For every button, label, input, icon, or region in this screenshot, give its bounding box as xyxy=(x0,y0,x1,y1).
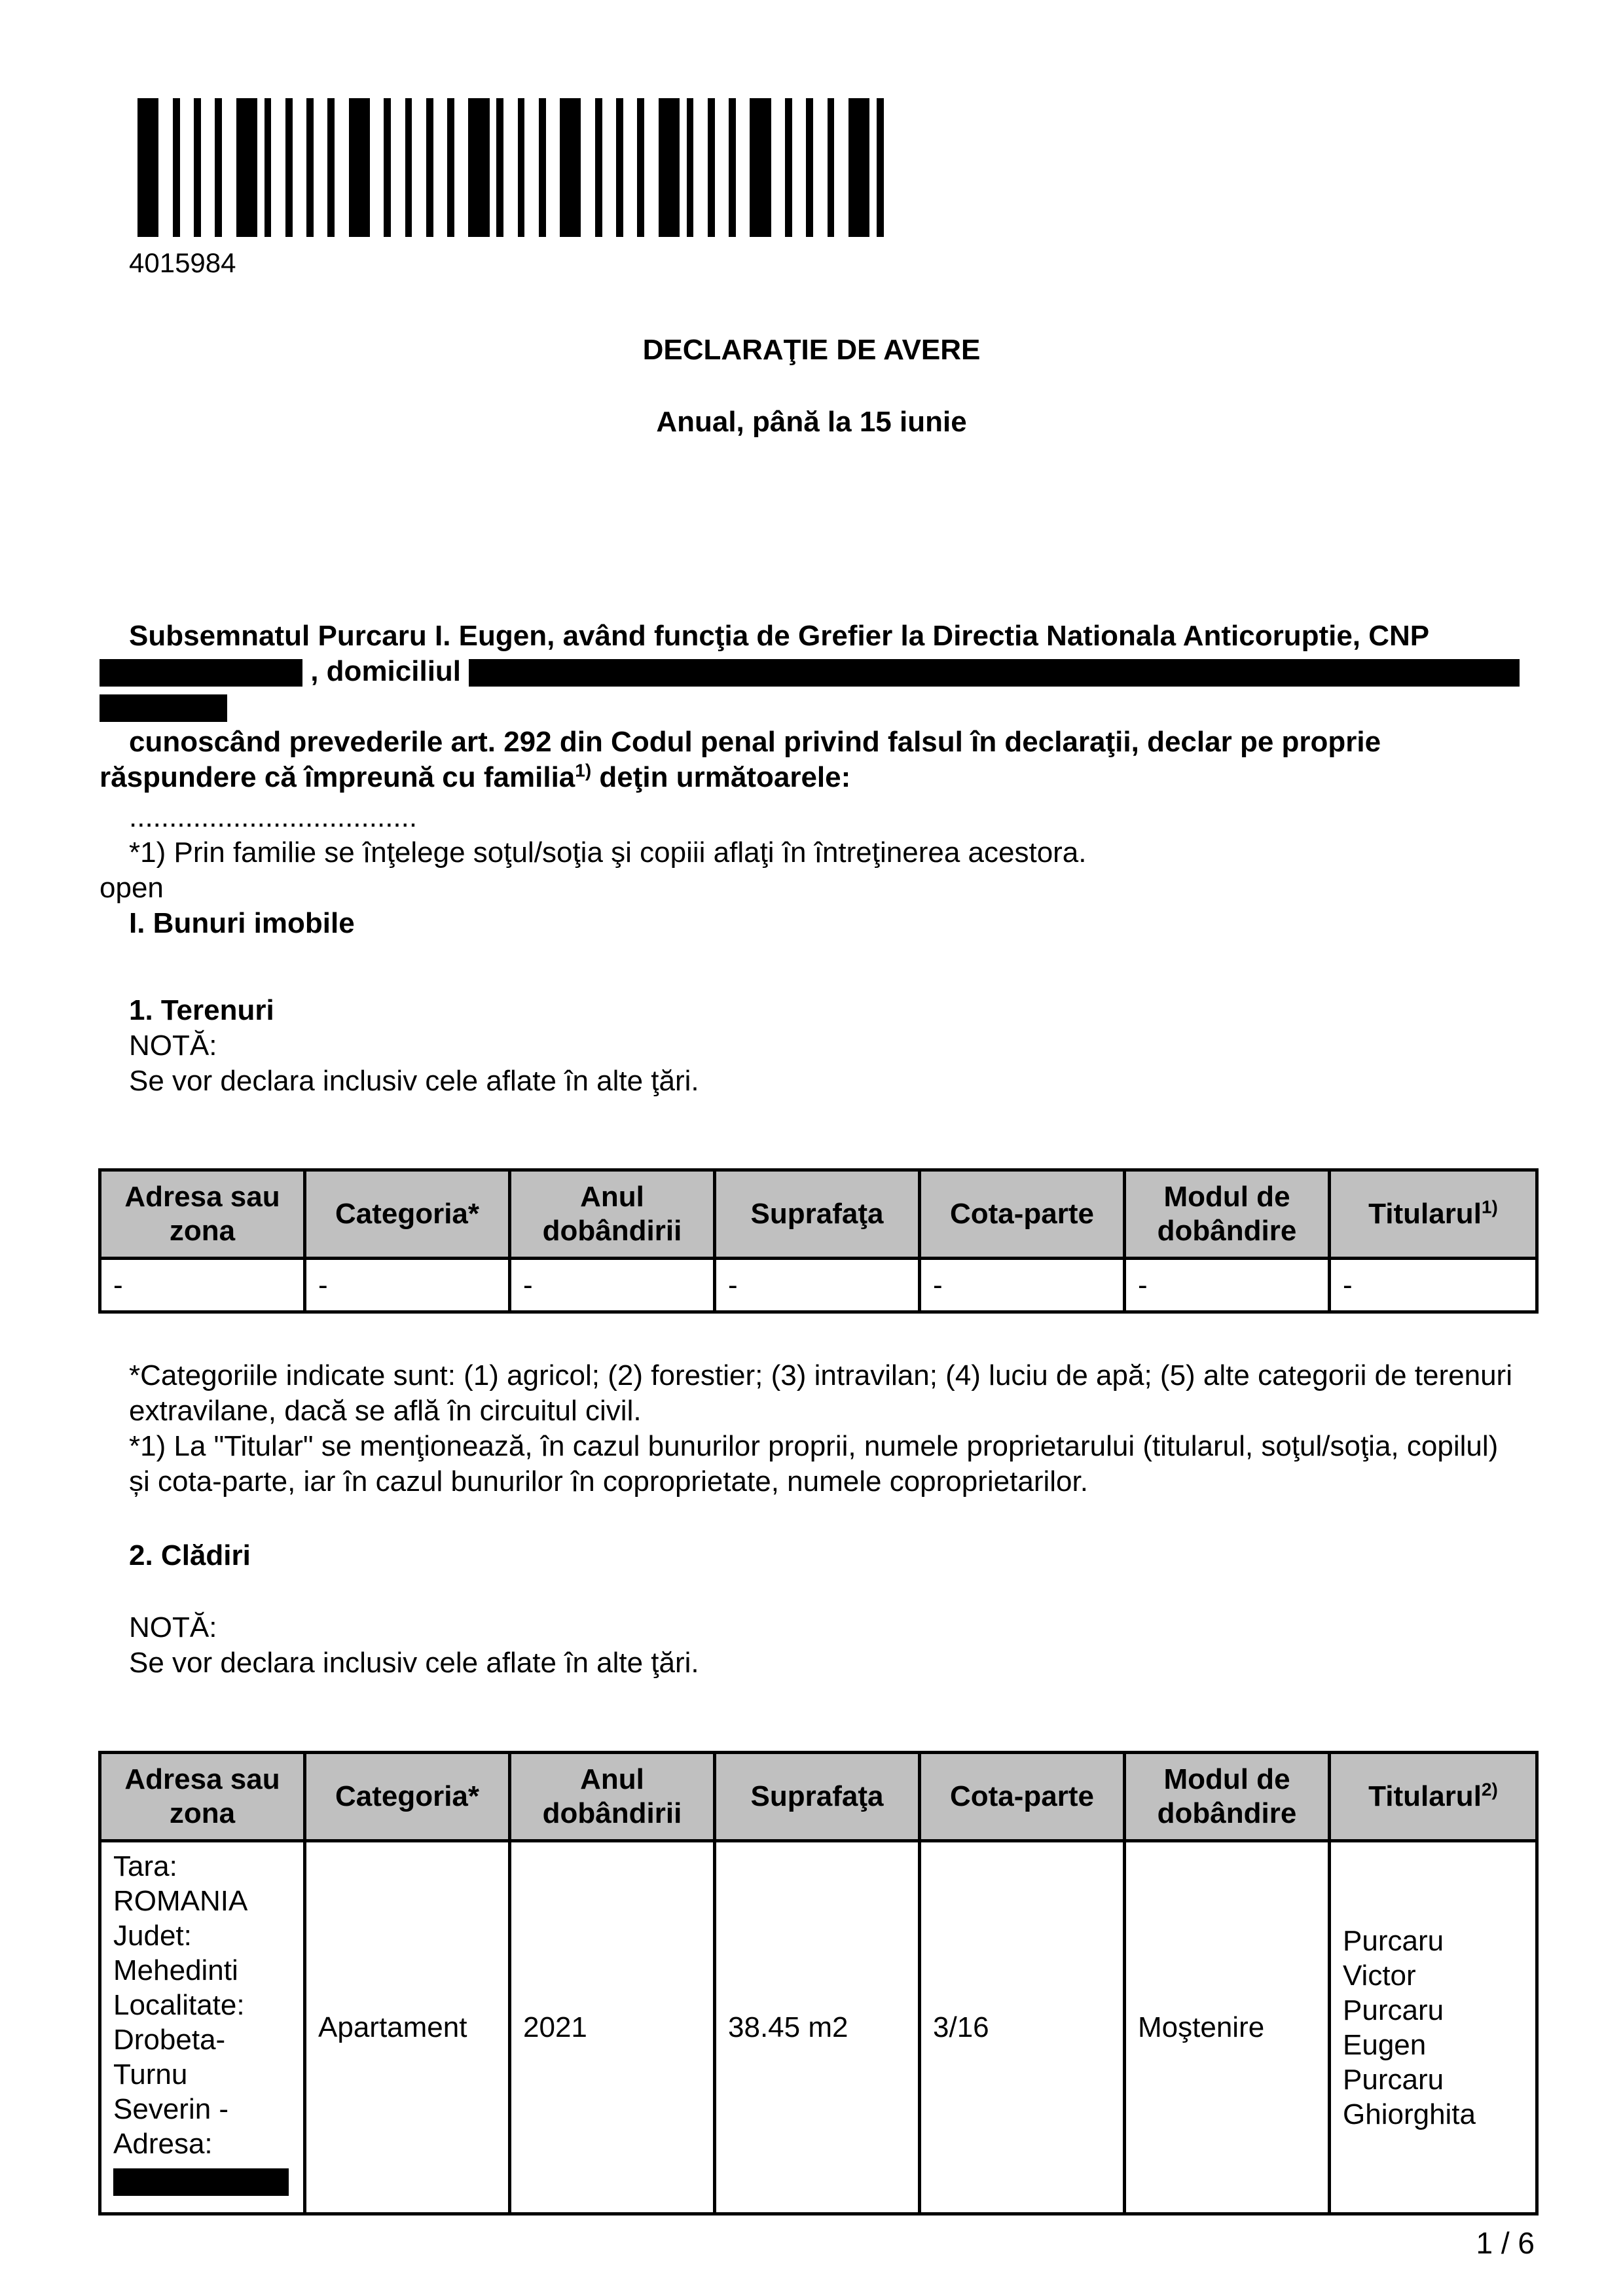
barcode-bar xyxy=(659,98,680,237)
barcode-gap xyxy=(693,98,708,237)
address-line: ROMANIA xyxy=(113,1885,248,1917)
nota-text: Se vor declara inclusiv cele aflate în alte ţări. xyxy=(129,1065,699,1097)
barcode-bar xyxy=(384,98,391,237)
barcode-bar xyxy=(877,98,884,237)
col-categoria: Categoria* xyxy=(305,1170,510,1259)
declaration-statement xyxy=(100,725,1527,795)
nota-label: NOTĂ: xyxy=(129,1030,217,1062)
table-row xyxy=(100,1841,1537,2214)
document-title: DECLARAŢIE DE AVERE xyxy=(642,334,981,366)
barcode xyxy=(137,98,884,237)
nota-label: NOTĂ: xyxy=(129,1611,217,1643)
barcode-gap xyxy=(454,98,469,237)
barcode-gap xyxy=(201,98,215,237)
barcode-bar xyxy=(616,98,623,237)
barcode-gap xyxy=(158,98,173,237)
address-line: Mehedinti xyxy=(113,1954,238,1986)
titular-line: Purcaru xyxy=(1343,2063,1444,2096)
statement-line-1: cunoscând prevederile art. 292 din Codul penal privind falsul în declaraţii, declar pe proprie xyxy=(129,726,1381,758)
titular-line: Victor xyxy=(1343,1959,1416,1992)
cell-titular: - xyxy=(1330,1259,1537,1312)
barcode-bar xyxy=(215,98,222,237)
family-note: *1) Prin familie se înţelege soţul/soţia şi copiii aflaţi în întreţinerea acestora. xyxy=(129,836,1087,869)
titular-label: Titularul xyxy=(1368,1780,1482,1812)
barcode-bar xyxy=(194,98,201,237)
barcode-gap xyxy=(644,98,659,237)
col-titular xyxy=(1330,1753,1537,1841)
barcode-gap xyxy=(834,98,848,237)
barcode-bar xyxy=(236,98,257,237)
barcode-gap xyxy=(524,98,539,237)
cell-modul: Moştenire xyxy=(1125,1841,1330,2214)
barcode-bar xyxy=(687,98,694,237)
col-anul: Anul dobândirii xyxy=(510,1170,715,1259)
titular-sup: 2) xyxy=(1481,1779,1498,1800)
barcode-bar xyxy=(560,98,581,237)
statement-text-end: deţin următoarele: xyxy=(591,761,851,793)
barcode-bar xyxy=(806,98,813,237)
titular-line: Eugen xyxy=(1343,2028,1427,2061)
col-cota: Cota-parte xyxy=(920,1753,1125,1841)
barcode-number: 4015984 xyxy=(129,247,236,278)
declarant-paragraph xyxy=(100,619,1527,725)
barcode-gap xyxy=(370,98,384,237)
declarant-line: Subsemnatul Purcaru I. Eugen, având funcţia de Grefier la Directia Nationala Anticoruptie, CNP xyxy=(129,620,1430,652)
categorii-note: *Categoriile indicate sunt: (1) agricol; (2) forestier; (3) intravilan; (4) luciu de apă; (5) alte categorii de terenuri extravilane, dacă se află în circuitul civil. xyxy=(129,1359,1512,1427)
barcode-gap xyxy=(314,98,328,237)
redacted-address xyxy=(469,659,1520,687)
barcode-gap xyxy=(623,98,638,237)
barcode-bar xyxy=(785,98,792,237)
titular-sup: 1) xyxy=(1481,1196,1498,1217)
titular-line: Purcaru xyxy=(1343,1994,1444,2026)
redacted-line xyxy=(100,689,1527,725)
address-line: Adresa: xyxy=(113,2128,213,2160)
barcode-bar xyxy=(518,98,525,237)
barcode-bar xyxy=(595,98,602,237)
barcode-gap xyxy=(503,98,518,237)
redacted-address xyxy=(113,2168,289,2196)
statement-text: răspundere că împreună cu familia xyxy=(100,761,575,793)
col-suprafata: Suprafaţa xyxy=(715,1170,920,1259)
col-modul: Modul de dobândire xyxy=(1125,1170,1330,1259)
cell-cota: 3/16 xyxy=(920,1841,1125,2214)
cladiri-title: 2. Clădiri xyxy=(129,1539,251,1571)
barcode-bar xyxy=(539,98,546,237)
barcode-bar xyxy=(447,98,454,237)
barcode-gap xyxy=(412,98,426,237)
barcode-bar xyxy=(173,98,180,237)
cell-anul: - xyxy=(510,1259,715,1312)
barcode-gap xyxy=(490,98,497,237)
domicile-line xyxy=(100,654,1527,689)
barcode-bar xyxy=(729,98,736,237)
domicile-label: , domiciliul xyxy=(310,655,462,687)
table-header-row xyxy=(100,1753,1537,1841)
nota-text: Se vor declara inclusiv cele aflate în alte ţări. xyxy=(129,1647,699,1679)
barcode-gap xyxy=(391,98,405,237)
barcode-gap xyxy=(293,98,307,237)
notes-block xyxy=(100,1358,1527,1499)
page-number: 1 / 6 xyxy=(1476,2226,1535,2260)
cladiri-heading-block xyxy=(100,1538,1527,1573)
barcode-bar xyxy=(405,98,412,237)
section-1-title: I. Bunuri imobile xyxy=(129,907,355,939)
barcode-bar xyxy=(327,98,335,237)
redacted-address-cont xyxy=(100,694,227,722)
barcode-gap xyxy=(546,98,560,237)
cell-modul: - xyxy=(1125,1259,1330,1312)
address-lines xyxy=(113,1849,291,2161)
barcode-bar xyxy=(306,98,314,237)
barcode-bar xyxy=(349,98,370,237)
cell-suprafata: - xyxy=(715,1259,920,1312)
redacted-cnp xyxy=(100,659,302,687)
cell-suprafata: 38.45 m2 xyxy=(715,1841,920,2214)
barcode-bar xyxy=(137,98,158,237)
barcode-bar xyxy=(750,98,771,237)
table-header-row xyxy=(100,1170,1537,1259)
cell-adresa: - xyxy=(100,1259,305,1312)
barcode-bar xyxy=(468,98,489,237)
barcode-bar xyxy=(426,98,433,237)
col-categoria: Categoria* xyxy=(305,1753,510,1841)
cladiri-table xyxy=(98,1751,1539,2215)
terenuri-heading-block xyxy=(100,993,1527,1099)
cladiri-nota-block xyxy=(100,1610,1527,1681)
col-suprafata: Suprafaţa xyxy=(715,1753,920,1841)
cell-adresa xyxy=(100,1841,305,2214)
col-adresa: Adresa sau zona xyxy=(100,1753,305,1841)
col-titular xyxy=(1330,1170,1537,1259)
terenuri-table xyxy=(98,1168,1539,1314)
table-row xyxy=(100,1259,1537,1312)
barcode-bar xyxy=(828,98,835,237)
barcode-gap xyxy=(715,98,729,237)
titular-line: Ghiorghita xyxy=(1343,2098,1476,2130)
footnote-mark: 1) xyxy=(575,760,592,781)
address-line: Judet: xyxy=(113,1920,192,1952)
barcode-gap xyxy=(792,98,807,237)
barcode-gap xyxy=(335,98,349,237)
barcode-bar xyxy=(848,98,869,237)
barcode-gap xyxy=(257,98,264,237)
barcode-gap xyxy=(180,98,194,237)
dots-line: .................................... xyxy=(129,801,418,833)
cell-cota: - xyxy=(920,1259,1125,1312)
barcode-bar xyxy=(708,98,715,237)
cell-categoria: Apartament xyxy=(305,1841,510,2214)
address-line: Tara: xyxy=(113,1850,177,1882)
barcode-bar xyxy=(285,98,293,237)
col-adresa: Adresa sau zona xyxy=(100,1170,305,1259)
barcode-gap xyxy=(813,98,828,237)
titular-lines xyxy=(1343,1924,1523,2132)
address-line: Turnu xyxy=(113,2058,188,2090)
titular-note: *1) La "Titular" se menţionează, în cazul bunurilor proprii, numele proprietarului (titularul, soţul/soţia, copilul) și cota-parte, iar în cazul bunurilor în coproprietate, numele coproprietarilor. xyxy=(129,1430,1499,1498)
address-line: Localitate: xyxy=(113,1989,245,2021)
barcode-gap xyxy=(771,98,786,237)
barcode-gap xyxy=(680,98,687,237)
barcode-gap xyxy=(602,98,617,237)
statement-line-2 xyxy=(100,760,1527,795)
address-line: Severin - xyxy=(113,2093,229,2125)
cell-anul: 2021 xyxy=(510,1841,715,2214)
barcode-gap xyxy=(271,98,285,237)
open-text: open xyxy=(100,872,164,904)
barcode-gap xyxy=(869,98,877,237)
terenuri-title: 1. Terenuri xyxy=(129,994,274,1026)
cell-titular xyxy=(1330,1841,1537,2214)
col-modul: Modul de dobândire xyxy=(1125,1753,1330,1841)
col-anul: Anul dobândirii xyxy=(510,1753,715,1841)
barcode-gap xyxy=(581,98,595,237)
barcode-bar xyxy=(264,98,272,237)
col-cota: Cota-parte xyxy=(920,1170,1125,1259)
barcode-gap xyxy=(222,98,236,237)
address-line: Drobeta- xyxy=(113,2024,226,2056)
titular-line: Purcaru xyxy=(1343,1924,1444,1957)
family-note-block xyxy=(100,800,1527,941)
barcode-gap xyxy=(736,98,750,237)
barcode-gap xyxy=(433,98,448,237)
barcode-bar xyxy=(496,98,503,237)
barcode-bar xyxy=(637,98,644,237)
cell-categoria: - xyxy=(305,1259,510,1312)
titular-label: Titularul xyxy=(1368,1198,1482,1230)
document-subtitle: Anual, până la 15 iunie xyxy=(656,406,967,438)
